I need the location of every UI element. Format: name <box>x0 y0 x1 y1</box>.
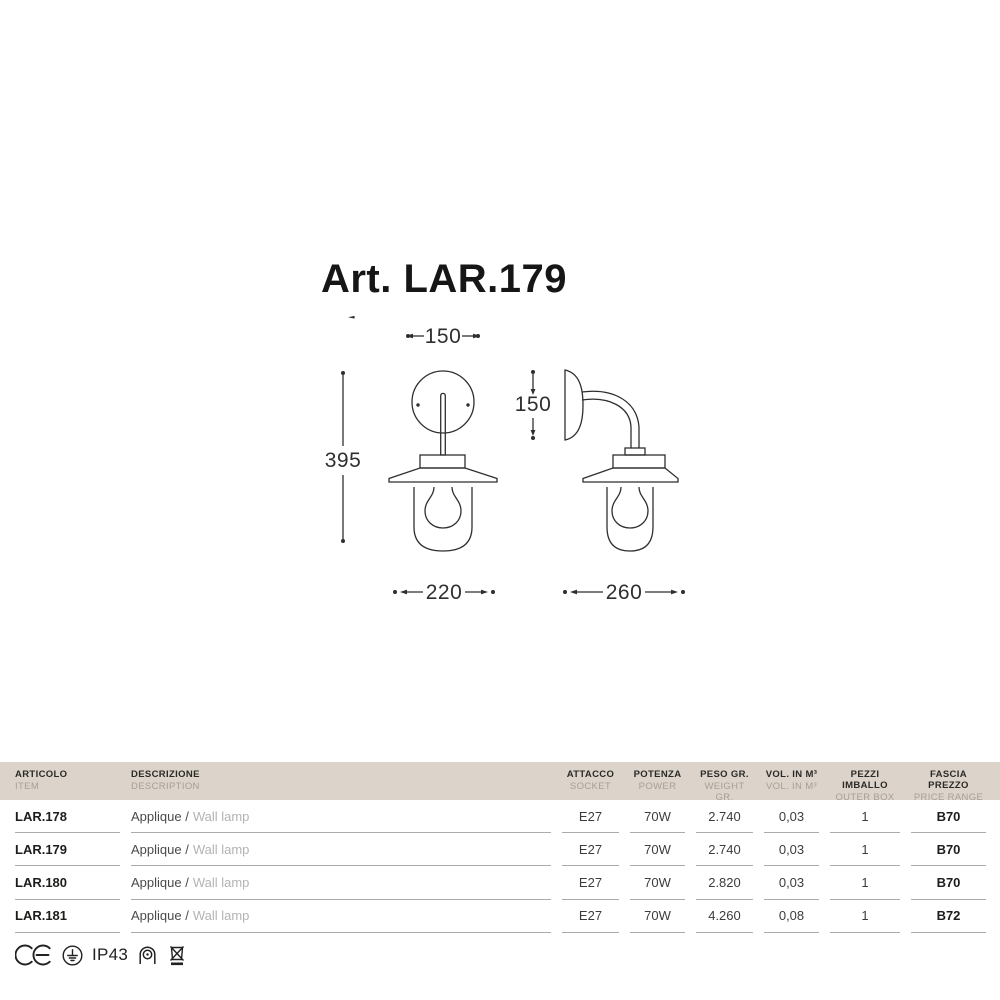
item-description: Applique / Wall lamp <box>131 866 551 899</box>
item-description: Applique / Wall lamp <box>131 800 551 833</box>
volume-value: 0,03 <box>764 800 819 833</box>
technical-drawing <box>320 315 700 615</box>
side-view <box>565 370 678 551</box>
col-header-peso: PESO GR. WEIGHT GR. <box>700 769 749 803</box>
col-header-fascia: FASCIA PREZZO PRICE RANGE <box>913 769 984 803</box>
shade-front <box>389 468 497 482</box>
power-value: 70W <box>630 900 685 933</box>
pieces-value: 1 <box>830 833 900 866</box>
table-row <box>0 833 1000 866</box>
weight-value: 2.820 <box>696 866 753 899</box>
wall-plate-side <box>565 370 583 440</box>
shade-side <box>583 468 678 482</box>
price-range-value: B70 <box>911 833 986 866</box>
pieces-value: 1 <box>830 900 900 933</box>
volume-value: 0,03 <box>764 833 819 866</box>
spec-table <box>0 762 1000 933</box>
col-header-volume: VOL. IN M³ VOL. IN M³ <box>765 769 818 792</box>
volume-value: 0,03 <box>764 866 819 899</box>
ip-rating-label: IP43 <box>92 945 129 964</box>
socket-value: E27 <box>562 800 619 833</box>
weee-bin-icon <box>167 943 187 967</box>
pieces-value: 1 <box>830 800 900 833</box>
arm-collar <box>625 448 645 455</box>
arm-inner <box>582 399 631 448</box>
front-view <box>389 371 497 551</box>
ce-mark-icon <box>15 944 53 966</box>
table-body <box>0 800 1000 933</box>
item-code: LAR.179 <box>15 833 120 866</box>
dim-label-depth: 260 <box>605 581 643 604</box>
screw-hole-right <box>466 403 469 406</box>
socket-value: E27 <box>562 900 619 933</box>
col-header-pezzi: PEZZI IMBALLO OUTER BOX <box>835 769 895 803</box>
dimension-plate-height <box>515 370 552 440</box>
dim-label-plate-diameter: 150 <box>424 325 462 348</box>
socket-value: E27 <box>562 833 619 866</box>
bulb-side <box>612 487 648 528</box>
neck-block-side <box>613 455 665 468</box>
screw-hole-left <box>416 403 419 406</box>
earth-ground-icon <box>62 945 83 966</box>
socket-value: E27 <box>562 866 619 899</box>
item-description: Applique / Wall lamp <box>131 900 551 933</box>
dimension-overall-height <box>325 371 362 543</box>
price-range-value: B72 <box>911 900 986 933</box>
dim-label-plate-height: 150 <box>514 393 552 416</box>
table-row <box>0 900 1000 933</box>
imq-mark-icon <box>137 944 158 966</box>
price-range-value: B70 <box>911 800 986 833</box>
table-header <box>0 762 1000 803</box>
bulb-front <box>425 487 461 528</box>
col-header-potenza: POTENZA POWER <box>633 769 682 792</box>
col-header-attacco: ATTACCO SOCKET <box>566 769 615 792</box>
volume-value: 0,08 <box>764 900 819 933</box>
item-code: LAR.180 <box>15 866 120 899</box>
col-header-articolo: ARTICOLO ITEM <box>15 769 68 792</box>
stem <box>441 393 446 455</box>
weight-value: 2.740 <box>696 833 753 866</box>
certifications-bar <box>15 941 187 969</box>
glass-front <box>414 487 472 551</box>
dim-label-shade-width: 220 <box>425 581 463 604</box>
table-row <box>0 800 1000 833</box>
item-code: LAR.181 <box>15 900 120 933</box>
table-row <box>0 866 1000 899</box>
neck-block <box>420 455 465 468</box>
dimension-plate-diameter <box>348 316 480 348</box>
pieces-value: 1 <box>830 866 900 899</box>
weight-value: 4.260 <box>696 900 753 933</box>
power-value: 70W <box>630 833 685 866</box>
item-code: LAR.178 <box>15 800 120 833</box>
dim-label-overall-height: 395 <box>324 449 362 472</box>
power-value: 70W <box>630 866 685 899</box>
weight-value: 2.740 <box>696 800 753 833</box>
page-title: Art. LAR.179 <box>320 256 568 301</box>
arrow-left-icon <box>348 316 355 319</box>
dimension-depth <box>563 581 685 604</box>
col-header-descrizione: DESCRIZIONE DESCRIPTION <box>131 769 200 792</box>
item-description: Applique / Wall lamp <box>131 833 551 866</box>
power-value: 70W <box>630 800 685 833</box>
dimension-shade-width <box>393 581 495 604</box>
wall-plate-front <box>412 371 474 433</box>
price-range-value: B70 <box>911 866 986 899</box>
